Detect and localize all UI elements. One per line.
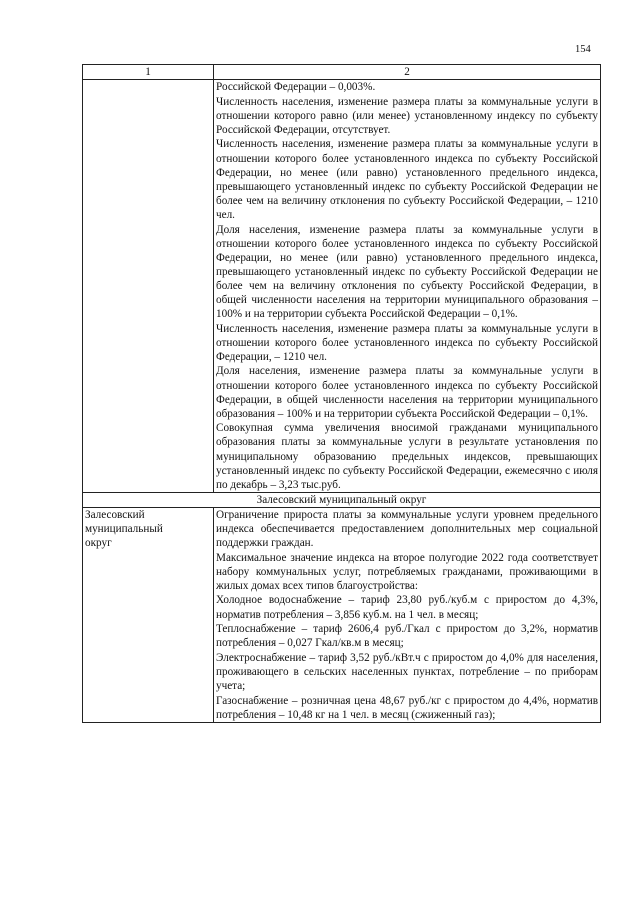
- page-number: 154: [575, 44, 591, 55]
- paragraph: Доля населения, изменение размера платы за коммунальные услуги в отношении которого более установленного индекса по субъекту Российской Федерации, в общей численности населения на территории муниципального образования – 100% и на территории субъекта Российской Федерации – 0,1%.: [216, 365, 598, 420]
- section-title: Залесовский муниципальный округ: [83, 492, 601, 507]
- table-row: [83, 507, 601, 722]
- table-row: [83, 80, 601, 493]
- row1-col1-cell: [83, 80, 214, 493]
- paragraph: Ограничение прироста платы за коммунальные услуги уровнем предельного индекса обеспечивается предоставлением дополнительных мер социальной поддержки граждан.: [216, 508, 598, 550]
- row2-col2-cell: [214, 507, 601, 722]
- paragraph: Численность населения, изменение размера платы за коммунальные услуги в отношении которого более установленного индекса по субъекту Российской Федерации, – 1210 чел.: [216, 322, 598, 363]
- column-number-1: 1: [83, 65, 214, 80]
- document-table: [82, 64, 601, 723]
- paragraph: Максимальное значение индекса на второе полугодие 2022 года соответствует набору коммунальных услуг, потребляемых гражданами, проживающими в жилых домах всех типов благоустройства:: [216, 551, 598, 592]
- section-row: [83, 492, 601, 507]
- paragraph: Совокупная сумма увеличения вносимой гражданами муниципального образования платы за коммунальные услуги в результате установления по муниципальному образованию предельных индексов, превышающих установленный индекс по субъекту Российской Федерации, ежемесячно с июля по декабрь – 3,23 тыс.руб.: [216, 422, 598, 491]
- paragraph: Численность населения, изменение размера платы за коммунальные услуги в отношении которого более установленного индекса по субъекту Российской Федерации, но менее (или равно) установленного предельного индекса, превышающего установленный индекс по субъекту Российской Федерации не более чем на величину отклонения по субъекту Российской Федерации, – 1210 чел.: [216, 138, 598, 221]
- paragraph: Российской Федерации – 0,003%.: [216, 81, 376, 94]
- row1-col2-cell: [214, 80, 601, 493]
- paragraph: Доля населения, изменение размера платы за коммунальные услуги в отношении которого более установленного индекса по субъекту Российской Федерации, но менее (или равно) установленного предельного индекса, превышающего установленный индекс по субъекту Российской Федерации не более чем на величину отклонения по субъекту Российской Федерации, в общей численности населения на территории муниципального образования – 100% и на территории субъекта Российской Федерации – 0,1%.: [216, 223, 598, 321]
- municipality-name-line: Залесовский: [85, 508, 145, 521]
- municipality-name-line: муниципальный: [85, 523, 163, 535]
- paragraph: Газоснабжение – розничная цена 48,67 руб./кг с приростом до 4,4%, норматив потребления – 10,48 кг на 1 чел. в месяц (сжиженный газ);: [216, 694, 598, 721]
- paragraph: Теплоснабжение – тариф 2606,4 руб./Гкал с приростом до 3,2%, норматив потребления – 0,027 Гкал/кв.м в месяц;: [216, 623, 598, 650]
- row2-col1-cell: [83, 507, 214, 722]
- paragraph: Холодное водоснабжение – тариф 23,80 руб./куб.м с приростом до 4,3%, норматив потребления – 3,856 куб.м. на 1 чел. в месяц;: [216, 594, 598, 621]
- municipality-name-line: округ: [85, 537, 112, 550]
- column-number-2: 2: [214, 65, 601, 80]
- column-number-row: [83, 65, 601, 80]
- paragraph: Электроснабжение – тариф 3,52 руб./кВт.ч с приростом до 4,0% для населения, проживающего в сельских населенных пунктах, потребление – по приборам учета;: [216, 651, 598, 693]
- paragraph: Численность населения, изменение размера платы за коммунальные услуги в отношении которого равно (или менее) установленному индексу по субъекту Российской Федерации, отсутствует.: [216, 95, 598, 136]
